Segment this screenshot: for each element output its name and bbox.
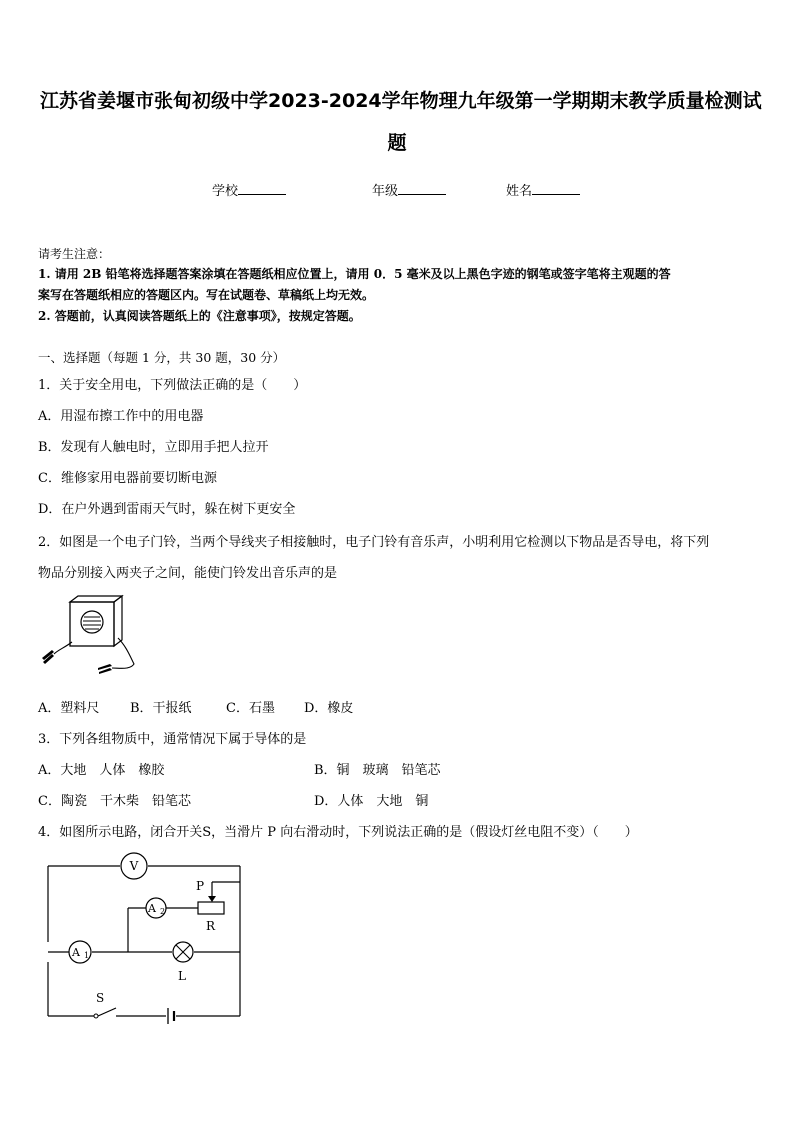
circuit-diagram <box>40 848 250 1028</box>
resistor-label: R <box>206 919 216 933</box>
ammeter1-subscript: 1 <box>84 951 90 960</box>
q3-option-d: D．人体 大地 铜 <box>314 794 429 809</box>
school-blank[interactable] <box>238 182 286 195</box>
name-field[interactable] <box>506 180 580 199</box>
notice-heading: 请考生注意： <box>38 247 111 261</box>
voltmeter-label: V <box>129 859 139 873</box>
exam-title-line2: 题 <box>387 132 407 154</box>
q2-stem-line1: 2．如图是一个电子门铃，当两个导线夹子相接触时，电子门铃有音乐声，小明利用它检测以下物品是否导电，将下列 <box>38 535 710 550</box>
q2-stem-line2: 物品分别接入两夹子之间，能使门铃发出音乐声的是 <box>38 566 338 581</box>
q4-stem: 4．如图所示电路，闭合开关S，当滑片 P 向右滑动时，下列说法正确的是（假设灯丝电阻不变）（ ） <box>38 825 638 840</box>
school-field[interactable] <box>212 180 286 199</box>
notice-item1-line2: 案写在答题纸相应的答题区内。写在试题卷、草稿纸上均无效。 <box>38 288 375 302</box>
grade-label: 年级 <box>372 184 399 199</box>
q1-option-c: C．维修家用电器前要切断电源 <box>38 471 217 486</box>
slider-label: P <box>196 879 205 893</box>
q3-option-b: B．铜 玻璃 铅笔芯 <box>314 763 441 778</box>
ammeter2-subscript: 2 <box>160 907 166 916</box>
q3-stem: 3．下列各组物质中，通常情况下属于导体的是 <box>38 732 307 747</box>
ammeter1-label: A <box>72 946 80 959</box>
section-heading: 一、选择题（每题 1 分，共 30 题，30 分） <box>38 350 286 365</box>
school-label: 学校 <box>212 184 239 199</box>
q1-option-d: D．在户外遇到雷雨天气时，躲在树下更安全 <box>38 502 296 517</box>
q2-option-b: B．干报纸 <box>130 701 192 716</box>
exam-title <box>40 80 762 164</box>
grade-field[interactable] <box>372 180 446 199</box>
q2-option-c: C．石墨 <box>226 701 275 716</box>
switch-label: S <box>96 991 105 1005</box>
q2-option-a: A．塑料尺 <box>38 701 100 716</box>
lamp-label: L <box>178 969 186 983</box>
grade-blank[interactable] <box>398 182 446 195</box>
q3-option-c: C．陶瓷 干木柴 铅笔芯 <box>38 794 191 809</box>
q1-option-b: B．发现有人触电时，立即用手把人拉开 <box>38 440 269 455</box>
name-blank[interactable] <box>532 182 580 195</box>
q2-option-d: D．橡皮 <box>304 701 354 716</box>
doorbell-figure <box>36 592 146 682</box>
q3-option-a: A．大地 人体 橡胶 <box>38 763 165 778</box>
exam-title-line1: 江苏省姜堰市张甸初级中学2023-2024学年物理九年级第一学期期末教学质量检测试 <box>40 90 762 112</box>
q1-stem: 1．关于安全用电，下列做法正确的是（ ） <box>38 378 307 393</box>
name-label: 姓名 <box>506 184 533 199</box>
ammeter2-label: A <box>148 902 156 915</box>
q1-option-a: A．用湿布擦工作中的用电器 <box>38 409 204 424</box>
notice-item2: 2. 答题前，认真阅读答题纸上的《注意事项》，按规定答题。 <box>38 309 361 323</box>
notice-item1-line1: 1. 请用 2B 铅笔将选择题答案涂填在答题纸相应位置上，请用 0．5 毫米及以上黑色字迹的钢笔或签字笔将主观题的答 <box>38 267 671 281</box>
